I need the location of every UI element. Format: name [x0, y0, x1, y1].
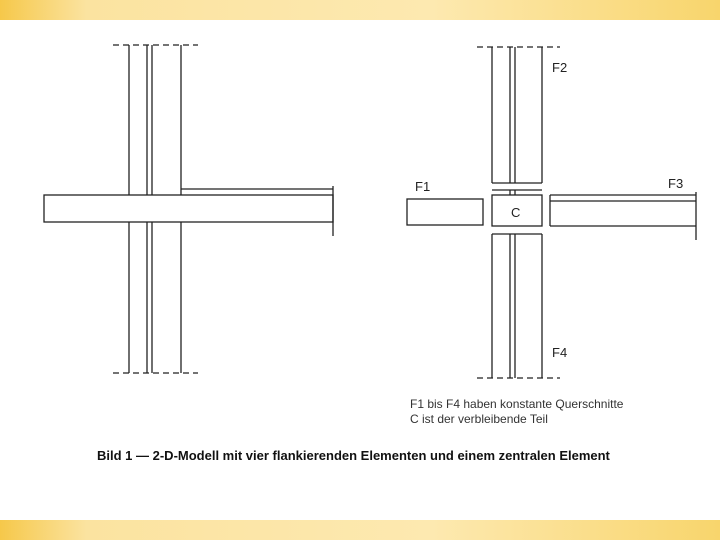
- combined-model: [44, 45, 333, 373]
- label-f4: F4: [552, 345, 568, 360]
- label-f1: F1: [415, 179, 431, 194]
- exploded-model: [407, 47, 696, 378]
- label-f3: F3: [668, 176, 684, 191]
- label-f2: F2: [552, 60, 568, 75]
- figure-caption: Bild 1 — 2-D-Modell mit vier flankierenden Elementen und einem zentralen Element: [97, 448, 610, 463]
- note-line-1: F1 bis F4 haben konstante Querschnitte: [410, 397, 624, 411]
- label-c: C: [511, 205, 521, 220]
- note-line-2: C ist der verbleibende Teil: [410, 412, 548, 426]
